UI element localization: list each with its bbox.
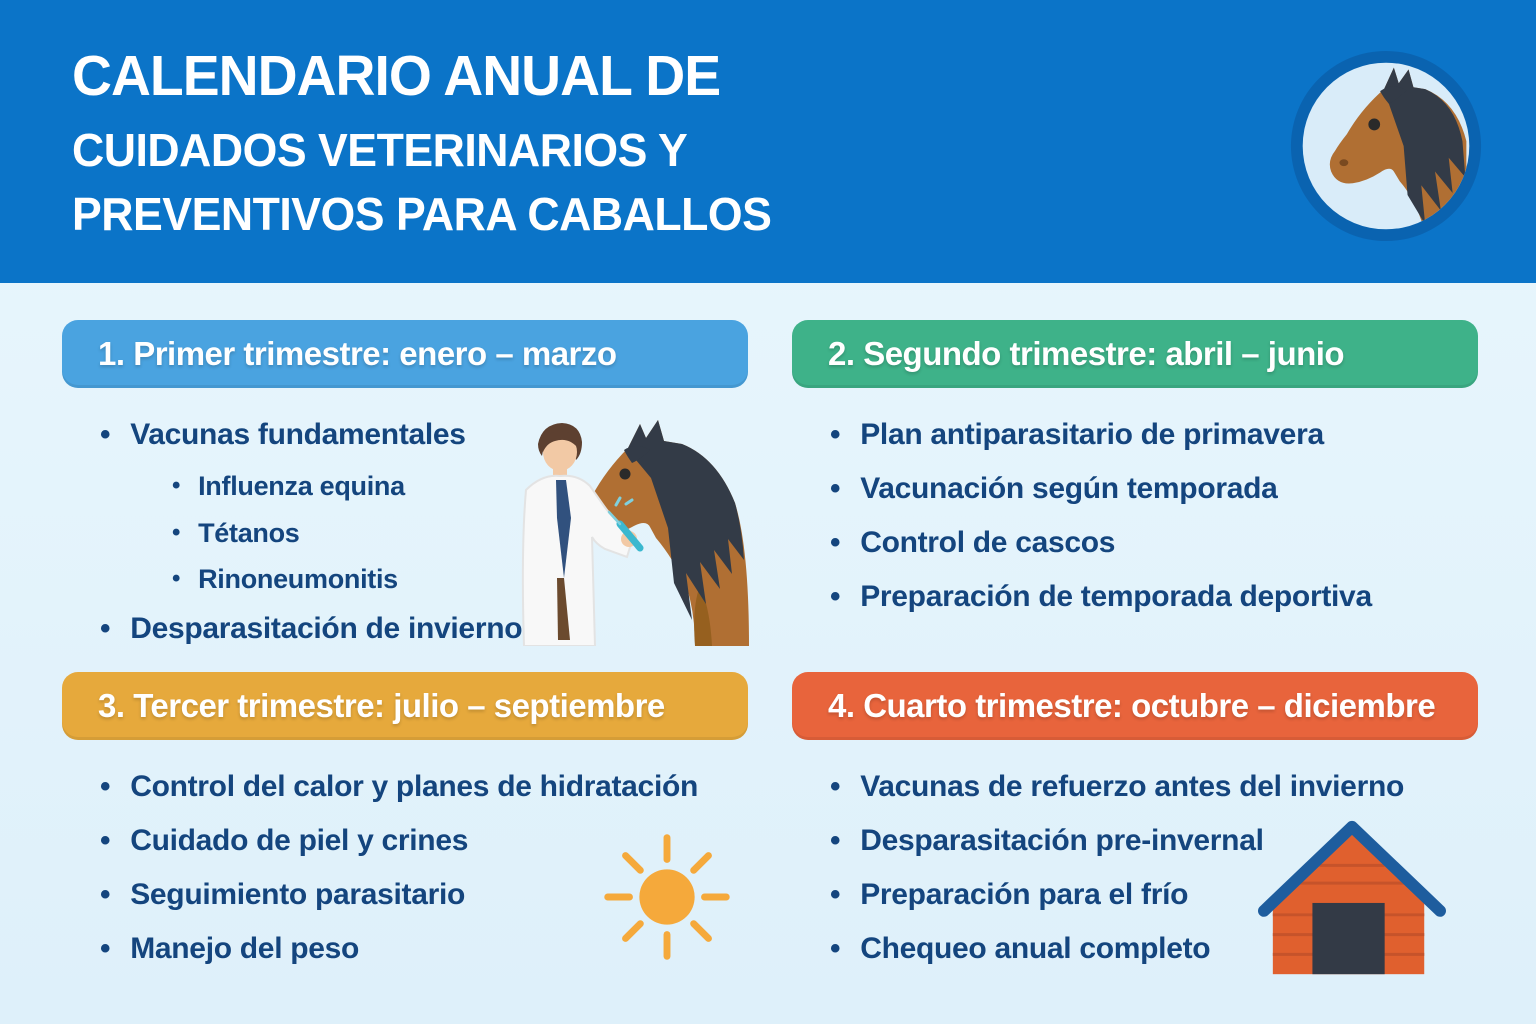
list-item: • Vacunación según temporada bbox=[830, 472, 1478, 505]
section-q1-list bbox=[62, 418, 748, 645]
header-banner bbox=[0, 0, 1536, 283]
list-item: • Vacunas fundamentales • Influenza equina • Tétanos • Rinoneumonitis bbox=[100, 418, 748, 595]
list-item: • Control de cascos bbox=[830, 526, 1478, 559]
list-item: • Plan antiparasitario de primavera bbox=[830, 418, 1478, 451]
section-q2-list bbox=[792, 418, 1478, 613]
list-item: • Preparación de temporada deportiva bbox=[830, 580, 1478, 613]
horse-head-icon bbox=[1288, 48, 1484, 244]
page-title bbox=[72, 44, 771, 246]
list-item: • Desparasitación pre-invernal bbox=[830, 824, 1478, 857]
list-item: • Vacunas de refuerzo antes del invierno bbox=[830, 770, 1478, 803]
section-q3-header: 3. Tercer trimestre: julio – septiembre bbox=[62, 672, 748, 740]
section-q2-header: 2. Segundo trimestre: abril – junio bbox=[792, 320, 1478, 388]
section-q4 bbox=[792, 672, 1478, 986]
section-q4-header: 4. Cuarto trimestre: octubre – diciembre bbox=[792, 672, 1478, 740]
page-title-line-2: CUIDADOS VETERINARIOS Y bbox=[72, 123, 688, 176]
list-item: • Preparación para el frío bbox=[830, 878, 1478, 911]
section-q1 bbox=[62, 320, 748, 666]
list-item: • Chequeo anual completo bbox=[830, 932, 1478, 965]
section-q1-header: 1. Primer trimestre: enero – marzo bbox=[62, 320, 748, 388]
list-item: • Seguimiento parasitario bbox=[100, 878, 748, 911]
page-title-line-1: CALENDARIO ANUAL DE bbox=[72, 44, 721, 108]
section-q4-list bbox=[792, 770, 1478, 965]
page-title-line-3: PREVENTIVOS PARA CABALLOS bbox=[72, 187, 772, 240]
list-item: • Desparasitación de invierno bbox=[100, 612, 748, 645]
section-q3-list bbox=[62, 770, 748, 965]
section-q1-sublist bbox=[172, 472, 748, 595]
list-item: • Cuidado de piel y crines bbox=[100, 824, 748, 857]
list-item: • Manejo del peso bbox=[100, 932, 748, 965]
list-subitem: • Rinoneumonitis bbox=[172, 565, 748, 595]
section-q2 bbox=[792, 320, 1478, 634]
section-q3 bbox=[62, 672, 748, 986]
list-subitem: • Influenza equina bbox=[172, 472, 748, 502]
list-item: • Control del calor y planes de hidratación bbox=[100, 770, 748, 803]
list-subitem: • Tétanos bbox=[172, 519, 748, 549]
